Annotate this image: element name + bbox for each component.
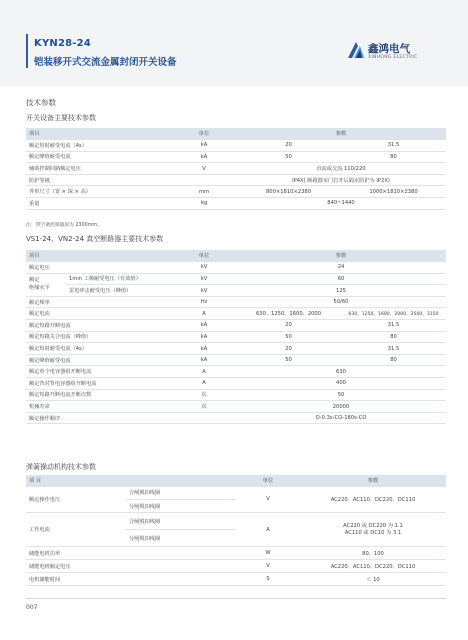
page-header bbox=[0, 0, 468, 86]
cell-item: 额定操作顺序 bbox=[26, 412, 172, 424]
cell-unit: kA bbox=[172, 151, 236, 163]
col-header-unit: 单位 bbox=[172, 128, 236, 140]
logo-mark-icon bbox=[346, 40, 366, 60]
company-logo bbox=[346, 40, 446, 64]
cell-value: 630、1250、1600、2000、2500、3150 bbox=[341, 308, 446, 320]
cell-unit bbox=[172, 174, 236, 186]
product-model: KYN28-24 bbox=[34, 38, 91, 49]
col-header-params: 参数 bbox=[236, 128, 446, 140]
col-header-params: 参数 bbox=[300, 475, 446, 487]
cell-item: 额定电流 bbox=[26, 308, 172, 320]
cell-unit: kA bbox=[172, 320, 236, 332]
cell-unit: kA bbox=[172, 354, 236, 366]
cell-value: 20000 bbox=[236, 401, 446, 413]
cell-unit: W bbox=[236, 547, 300, 560]
cell-subitem: 合闸脱扣线圈 bbox=[126, 487, 236, 500]
table-row bbox=[26, 573, 446, 586]
cell-value: 31.5 bbox=[341, 140, 446, 152]
table-row bbox=[26, 186, 446, 198]
table-row bbox=[26, 174, 446, 186]
cell-item: 机械寿命 bbox=[26, 401, 172, 413]
logo-chinese-name: 鑫鸿电气 bbox=[368, 43, 410, 55]
cell-unit: V bbox=[236, 487, 300, 513]
cell-unit: kV bbox=[172, 262, 236, 274]
cell-subitem: 分闸脱扣线圈 bbox=[126, 530, 236, 547]
table-row bbox=[26, 487, 446, 500]
table-header-row bbox=[26, 250, 446, 262]
table-row bbox=[26, 140, 446, 152]
current-value-2: AC110 或 DC10 为 3.1 bbox=[344, 529, 402, 536]
page-number: 007 bbox=[26, 604, 38, 611]
section3-title: 弹簧操动机构技术参数 bbox=[26, 463, 96, 471]
table-row bbox=[26, 262, 446, 274]
section-tech-params: 技术参数 bbox=[26, 98, 56, 107]
table-row bbox=[26, 320, 446, 332]
cell-item: 额定短路开断电流开断次数 bbox=[26, 389, 172, 401]
current-value-1: AC220 或 DC220 为 1.1 bbox=[343, 522, 403, 529]
cell-value: 80 bbox=[341, 151, 446, 163]
table-row bbox=[26, 547, 446, 560]
cell-value: 630、1250、1600、2000 bbox=[236, 308, 341, 320]
cell-item: 额定短路关合电流（峰值） bbox=[26, 331, 172, 343]
breaker-params-table bbox=[26, 250, 446, 424]
table-header-row bbox=[26, 475, 446, 487]
cell-unit: Hz bbox=[172, 296, 236, 308]
col-header-params: 参数 bbox=[236, 250, 446, 262]
cell-value: 20 bbox=[236, 320, 341, 332]
table-row bbox=[26, 560, 446, 573]
section1-title: 开关设备主要技术参数 bbox=[26, 114, 96, 122]
table1-note: 注：带空调控制器厚为 2300mm。 bbox=[26, 223, 102, 228]
table-row bbox=[26, 151, 446, 163]
cell-item: 额定短路开断电流 bbox=[26, 320, 172, 332]
cell-item: 额定操作电压 bbox=[26, 487, 126, 513]
section2-title: VS1-24、VN2-24 真空断路器主要技术参数 bbox=[26, 235, 164, 243]
cell-value: 400 bbox=[236, 378, 446, 390]
table-row bbox=[26, 378, 446, 390]
cell-item: 辅助控制回路额定电压 bbox=[26, 163, 172, 175]
cell-item-group: 额定 绝缘水平 bbox=[26, 273, 66, 296]
product-name: 铠装移开式交流金属封闭开关设备 bbox=[34, 57, 177, 68]
table-row bbox=[26, 163, 446, 175]
mechanism-params-table bbox=[26, 475, 446, 586]
cell-value: IP4X( 断路器室门打开后隔室防护为 IP2X) bbox=[236, 174, 446, 186]
table-row bbox=[26, 412, 446, 424]
cell-unit: A bbox=[172, 378, 236, 390]
table-row bbox=[26, 308, 446, 320]
cell-unit: kV bbox=[172, 273, 236, 285]
cell-value: ＜ 10 bbox=[300, 573, 446, 586]
cell-subitem: 雷电冲击耐受电压（峰值） bbox=[66, 285, 172, 297]
cell-item: 额定峰值耐受电流 bbox=[26, 354, 172, 366]
cell-item: 额定频率 bbox=[26, 296, 172, 308]
cell-item: 额定单个电容器组开断电流 bbox=[26, 366, 172, 378]
cell-value: 80 bbox=[341, 354, 446, 366]
cell-unit: mm bbox=[172, 186, 236, 198]
cell-unit: kA bbox=[172, 140, 236, 152]
cell-item: 额定短时耐受电流（4s） bbox=[26, 140, 172, 152]
cell-value: 60 bbox=[236, 273, 446, 285]
cell-value: 直流或交流 110/220 bbox=[236, 163, 446, 175]
cell-subitem: 合闸脱扣线圈 bbox=[126, 513, 236, 530]
cell-value: 24 bbox=[236, 262, 446, 274]
cell-item: 额定峰值耐受电流 bbox=[26, 151, 172, 163]
cell-item: 额定背对背电容器组开断电流 bbox=[26, 378, 172, 390]
col-header-item: 项目 bbox=[26, 128, 172, 140]
cell-unit: S bbox=[236, 573, 300, 586]
col-header-item: 项目 bbox=[26, 250, 172, 262]
cell-value: 50 bbox=[236, 354, 341, 366]
cell-unit: A bbox=[172, 366, 236, 378]
cell-value: O-0.3s-CO-180s-CO bbox=[236, 412, 446, 424]
cell-item: 防护等级 bbox=[26, 174, 172, 186]
table-row bbox=[26, 331, 446, 343]
cell-item: 额定电压 bbox=[26, 262, 172, 274]
cell-value: 80、100 bbox=[300, 547, 446, 560]
col-header-unit: 单位 bbox=[236, 475, 300, 487]
cell-value: 80 bbox=[341, 331, 446, 343]
cell-value: 31.5 bbox=[341, 343, 446, 355]
cell-value bbox=[300, 513, 446, 547]
cell-unit: 次 bbox=[172, 389, 236, 401]
table-row bbox=[26, 513, 446, 530]
cell-subitem: 1min 工频耐受电压（有效值） bbox=[66, 273, 172, 285]
cell-item: 额定短时耐受电流（4s） bbox=[26, 343, 172, 355]
cell-item: 工作电流 bbox=[26, 513, 126, 547]
cell-value: 630 bbox=[236, 366, 446, 378]
cell-value: 800×1810×2380 bbox=[236, 186, 341, 198]
table-row bbox=[26, 285, 446, 297]
cell-unit: V bbox=[172, 163, 236, 175]
cell-item: 外形尺寸（宽 × 深 × 高） bbox=[26, 186, 172, 198]
table-row bbox=[26, 354, 446, 366]
switchgear-params-table bbox=[26, 128, 446, 210]
cell-value: AC220、AC110、DC220、DC110 bbox=[300, 560, 446, 573]
cell-value: 125 bbox=[236, 285, 446, 297]
cell-value: 50 bbox=[236, 331, 341, 343]
cell-subitem: 分闸脱扣线圈 bbox=[126, 500, 236, 513]
cell-item: 重量 bbox=[26, 198, 172, 210]
cell-unit: A bbox=[236, 513, 300, 547]
title-accent-bar bbox=[26, 34, 28, 68]
cell-value: 50/60 bbox=[236, 296, 446, 308]
cell-unit: kg bbox=[172, 198, 236, 210]
cell-value: 31.5 bbox=[341, 320, 446, 332]
table-row bbox=[26, 198, 446, 210]
cell-item: 储能电机额定电压 bbox=[26, 560, 236, 573]
table-row bbox=[26, 343, 446, 355]
cell-unit: kA bbox=[172, 343, 236, 355]
table-header-row bbox=[26, 128, 446, 140]
cell-unit: 次 bbox=[172, 401, 236, 413]
logo-english-name: XINHONG ELECTRIC bbox=[368, 55, 418, 60]
cell-unit: kA bbox=[172, 331, 236, 343]
cell-value: 840~1440 bbox=[236, 198, 446, 210]
cell-unit: A bbox=[172, 308, 236, 320]
footer-rule bbox=[26, 598, 446, 599]
cell-value: 1000×1810×2380 bbox=[341, 186, 446, 198]
cell-value: 50 bbox=[236, 389, 446, 401]
cell-unit: kV bbox=[172, 285, 236, 297]
cell-item: 储能电机功率 bbox=[26, 547, 236, 560]
table-row bbox=[26, 401, 446, 413]
cell-item: 电机储能时间 bbox=[26, 573, 236, 586]
cell-unit bbox=[172, 412, 236, 424]
cell-value: 20 bbox=[236, 343, 341, 355]
table-row bbox=[26, 273, 446, 285]
table-row bbox=[26, 366, 446, 378]
col-header-unit: 单位 bbox=[172, 250, 236, 262]
cell-unit: V bbox=[236, 560, 300, 573]
cell-value: 50 bbox=[236, 151, 341, 163]
cell-value: AC220、AC110、DC220、DC110 bbox=[300, 487, 446, 513]
col-header-item: 项 目 bbox=[26, 475, 236, 487]
table-row bbox=[26, 296, 446, 308]
cell-value: 20 bbox=[236, 140, 341, 152]
table-row bbox=[26, 389, 446, 401]
